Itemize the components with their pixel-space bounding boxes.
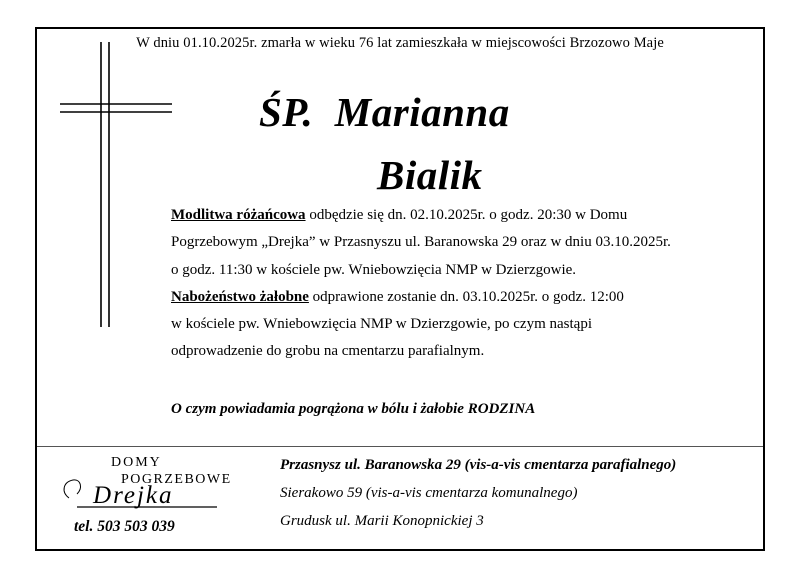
closing-line: O czym powiadamia pogrążona w bólu i żałobie RODZINA [171, 401, 536, 417]
logo-name: rejka [113, 482, 174, 509]
logo-text-domy: DOMY [111, 455, 162, 470]
address-sierakowo: Sierakowo 59 (vis-a-vis cmentarza komunalnego) [280, 485, 578, 501]
funeral-paragraph-line1 [171, 284, 731, 311]
deceased-name-line1: ŚP. Marianna [259, 89, 510, 135]
logo-text-pogrzebowe: POGRZEBOWE [121, 472, 232, 487]
address-przasnysz: Przasnysz ul. Baranowska 29 (vis-a-vis cmentarza parafialnego) [280, 457, 677, 473]
deceased-name-line2: Bialik [377, 152, 483, 198]
cross-icon [57, 42, 177, 332]
address-grudusk: Grudusk ul. Marii Konopnickiej 3 [280, 513, 484, 529]
obituary-frame [35, 27, 765, 551]
rosary-paragraph-line3: o godz. 11:30 w kościele pw. Wniebowzięcia NMP w Dzierzgowie. [171, 261, 577, 278]
funeral-home-logo [47, 452, 232, 512]
divider [37, 446, 763, 447]
ceremony-details [171, 202, 731, 366]
logo-initial: D [93, 482, 114, 509]
announcement-line: W dniu 01.10.2025r. zmarła w wieku 76 lat zamieszkała w miejscowości Brzozowo Maje [136, 35, 664, 51]
rosary-text: odbędzie się dn. 02.10.2025r. o godz. 20:30 w Domu [305, 207, 628, 223]
rosary-paragraph-line1 [171, 202, 731, 229]
phone-number: tel. 503 503 039 [74, 518, 175, 535]
funeral-paragraph-line2: w kościele pw. Wniebowzięcia NMP w Dzierzgowie, po czym nastąpi [171, 316, 592, 333]
rosary-paragraph-line2: Pogrzebowym „Drejka” w Przasnyszu ul. Baranowska 29 oraz w dniu 03.10.2025r. [171, 234, 671, 251]
funeral-label: Nabożeństwo żałobne [171, 288, 309, 305]
funeral-paragraph-line3: odprowadzenie do grobu na cmentarzu parafialnym. [171, 343, 485, 360]
funeral-text: odprawione zostanie dn. 03.10.2025r. o godz. 12:00 [308, 288, 624, 305]
rosary-label: Modlitwa różańcowa [171, 207, 306, 223]
logo-text-drejka [93, 482, 174, 510]
